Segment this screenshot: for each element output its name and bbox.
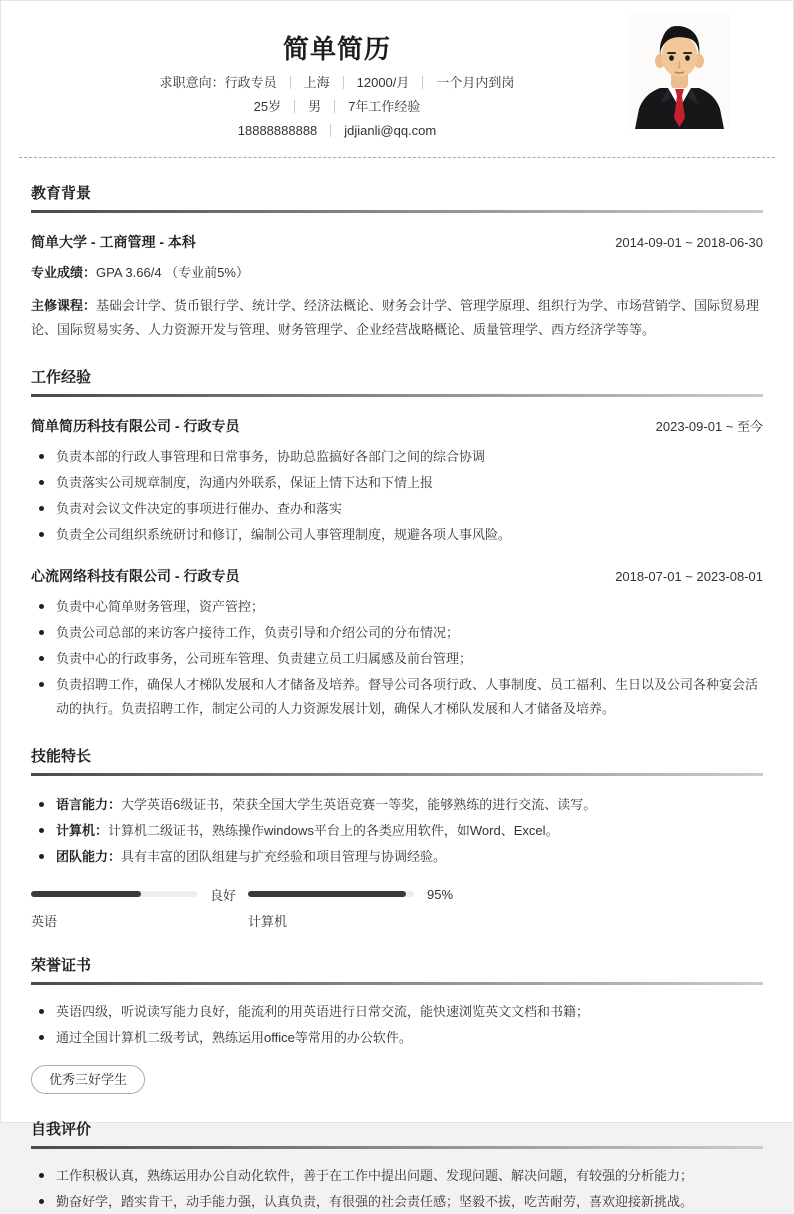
- section-work-experience: [31, 366, 763, 721]
- phone-number: 18888888888: [237, 123, 318, 138]
- skill-label: 计算机：: [56, 823, 109, 838]
- bar-line: [31, 886, 248, 902]
- heading-underline: [31, 394, 763, 397]
- resume-body: [1, 182, 793, 1214]
- heading-underline: [31, 1146, 763, 1149]
- gpa-label: 专业成绩：: [31, 265, 97, 280]
- job-entry: [31, 566, 763, 721]
- heading-underline: [31, 773, 763, 776]
- section-self-evaluation: [31, 1118, 763, 1214]
- heading-underline: [31, 210, 763, 213]
- heading-underline: [31, 982, 763, 985]
- bar-track: [248, 891, 414, 897]
- email-address: jdjianli@qq.com: [344, 123, 437, 138]
- job-bullet: 负责落实公司规章制度，沟通内外联系，保证上情下达和下情上报: [31, 471, 763, 495]
- job-intent-line: [1, 75, 673, 90]
- school-name: 简单大学 - 工商管理 - 本科: [31, 234, 196, 250]
- resume-header: [1, 1, 793, 138]
- bar-fill: [248, 891, 406, 897]
- gpa-line: [31, 261, 763, 285]
- avatar-illustration: [629, 14, 730, 129]
- section-heading-honors: 荣誉证书: [31, 957, 92, 974]
- company-and-role: 心流网络科技有限公司 - 行政专员: [31, 568, 240, 584]
- section-heading-evaluation: 自我评价: [31, 1121, 92, 1138]
- job-bullet: 负责公司总部的来访客户接待工作，负责引导和介绍公司的分布情况；: [31, 621, 763, 645]
- skill-text: 具有丰富的团队组建与扩充经验和项目管理与协调经验。: [121, 849, 447, 864]
- section-heading-work: 工作经验: [31, 369, 92, 386]
- age: 25岁: [253, 99, 282, 114]
- bar-value-label: 95%: [427, 886, 454, 902]
- bar-fill: [31, 891, 141, 897]
- job-entry-header: [31, 416, 763, 436]
- header-text-block: [1, 29, 673, 138]
- job-bullet-list: [31, 445, 763, 547]
- honor-tag: 优秀三好学生: [31, 1065, 145, 1094]
- evaluation-bullet: 工作积极认真，熟练运用办公自动化软件，善于在工作中提出问题、发现问题、解决问题，有较强的分析能力；: [31, 1164, 763, 1188]
- skill-label: 团队能力：: [56, 849, 122, 864]
- evaluation-bullet-list: [31, 1164, 763, 1214]
- skill-bullet: [31, 793, 763, 817]
- honor-bullet: 英语四级，听说读写能力良好，能流利的用英语进行日常交流，能快速浏览英文文档和书籍；: [31, 1000, 763, 1024]
- skill-bar-computer: [248, 886, 465, 930]
- skill-text: 计算机二级证书，熟练操作windows平台上的各类应用软件，如Word、Excel。: [108, 823, 559, 838]
- courses-value: 基础会计学、货币银行学、统计学、经济法概论、财务会计学、管理学原理、组织行为学、市场营销学、国际贸易理论、国际贸易实务、人力资源开发与管理、财务管理学、企业经营战略概论、质量管理学、西方经济学等等。: [31, 298, 760, 337]
- honor-bullet-list: [31, 1000, 763, 1050]
- section-honors: [31, 954, 763, 1094]
- personal-info-line: [1, 99, 673, 114]
- skill-bar-english: [31, 886, 248, 930]
- section-heading-skills: 技能特长: [31, 748, 92, 765]
- skill-text: 大学英语6级证书，荣获全国大学生英语竞赛一等奖，能够熟练的进行交流、读写。: [121, 797, 597, 812]
- job-bullet: 负责中心的行政事务，公司班车管理、负责建立员工归属感及前台管理；: [31, 647, 763, 671]
- skill-bullet-list: [31, 793, 763, 869]
- bar-value-label: 良好: [210, 887, 237, 903]
- job-date-range: 2023-09-01 ~ 至今: [655, 419, 763, 434]
- courses-line: [31, 294, 763, 342]
- job-bullet-list: [31, 595, 763, 721]
- resume-title: 简单简历: [282, 34, 391, 64]
- gpa-value: GPA 3.66/4 （专业前5%）: [96, 265, 249, 280]
- job-bullet: 负责本部的行政人事管理和日常事务，协助总监搞好各部门之间的综合协调: [31, 445, 763, 469]
- skill-bullet: [31, 845, 763, 869]
- job-intent: 求职意向：行政专员: [159, 75, 277, 90]
- education-date-range: 2014-09-01 ~ 2018-06-30: [615, 235, 763, 250]
- experience-years: 7年工作经验: [348, 99, 421, 114]
- city: 上海: [303, 75, 330, 90]
- section-heading-education: 教育背景: [31, 185, 92, 202]
- bar-name: 英语: [31, 914, 58, 929]
- honor-bullet: 通过全国计算机二级考试，熟练运用office等常用的办公软件。: [31, 1026, 763, 1050]
- job-bullet: 负责对会议文件决定的事项进行催办、查办和落实: [31, 497, 763, 521]
- contact-line: [1, 123, 673, 138]
- expected-salary: 12000/月: [356, 75, 410, 90]
- skill-bars: [31, 886, 763, 930]
- courses-label: 主修课程：: [31, 298, 97, 313]
- header-divider: [19, 157, 775, 158]
- job-entry-header: [31, 566, 763, 586]
- bar-name: 计算机: [248, 914, 288, 929]
- job-bullet: 负责全公司组织系统研讨和修订，编制公司人事管理制度，规避各项人事风险。: [31, 523, 763, 547]
- job-entry: [31, 416, 763, 547]
- education-entry-header: [31, 232, 763, 252]
- section-skills: [31, 745, 763, 930]
- job-bullet: 负责中心简单财务管理，资产管控；: [31, 595, 763, 619]
- gender: 男: [308, 99, 322, 114]
- company-and-role: 简单简历科技有限公司 - 行政专员: [31, 418, 240, 434]
- skill-bullet: [31, 819, 763, 843]
- bar-line: [248, 886, 465, 902]
- evaluation-bullet: 勤奋好学，踏实肯干，动手能力强，认真负责，有很强的社会责任感；坚毅不拔，吃苦耐劳，喜欢迎接新挑战。: [31, 1190, 763, 1214]
- section-education: [31, 182, 763, 342]
- bar-track: [31, 891, 197, 897]
- availability: 一个月内到岗: [436, 75, 515, 90]
- avatar-photo: [629, 14, 730, 129]
- job-bullet: 负责招聘工作，确保人才梯队发展和人才储备及培养。督导公司各项行政、人事制度、员工福利、生日以及公司各种宴会活动的执行。负责招聘工作，制定公司的人力资源发展计划，确保人才梯队发展和人才储备及培养。: [31, 673, 763, 721]
- skill-label: 语言能力：: [56, 797, 122, 812]
- job-date-range: 2018-07-01 ~ 2023-08-01: [615, 569, 763, 584]
